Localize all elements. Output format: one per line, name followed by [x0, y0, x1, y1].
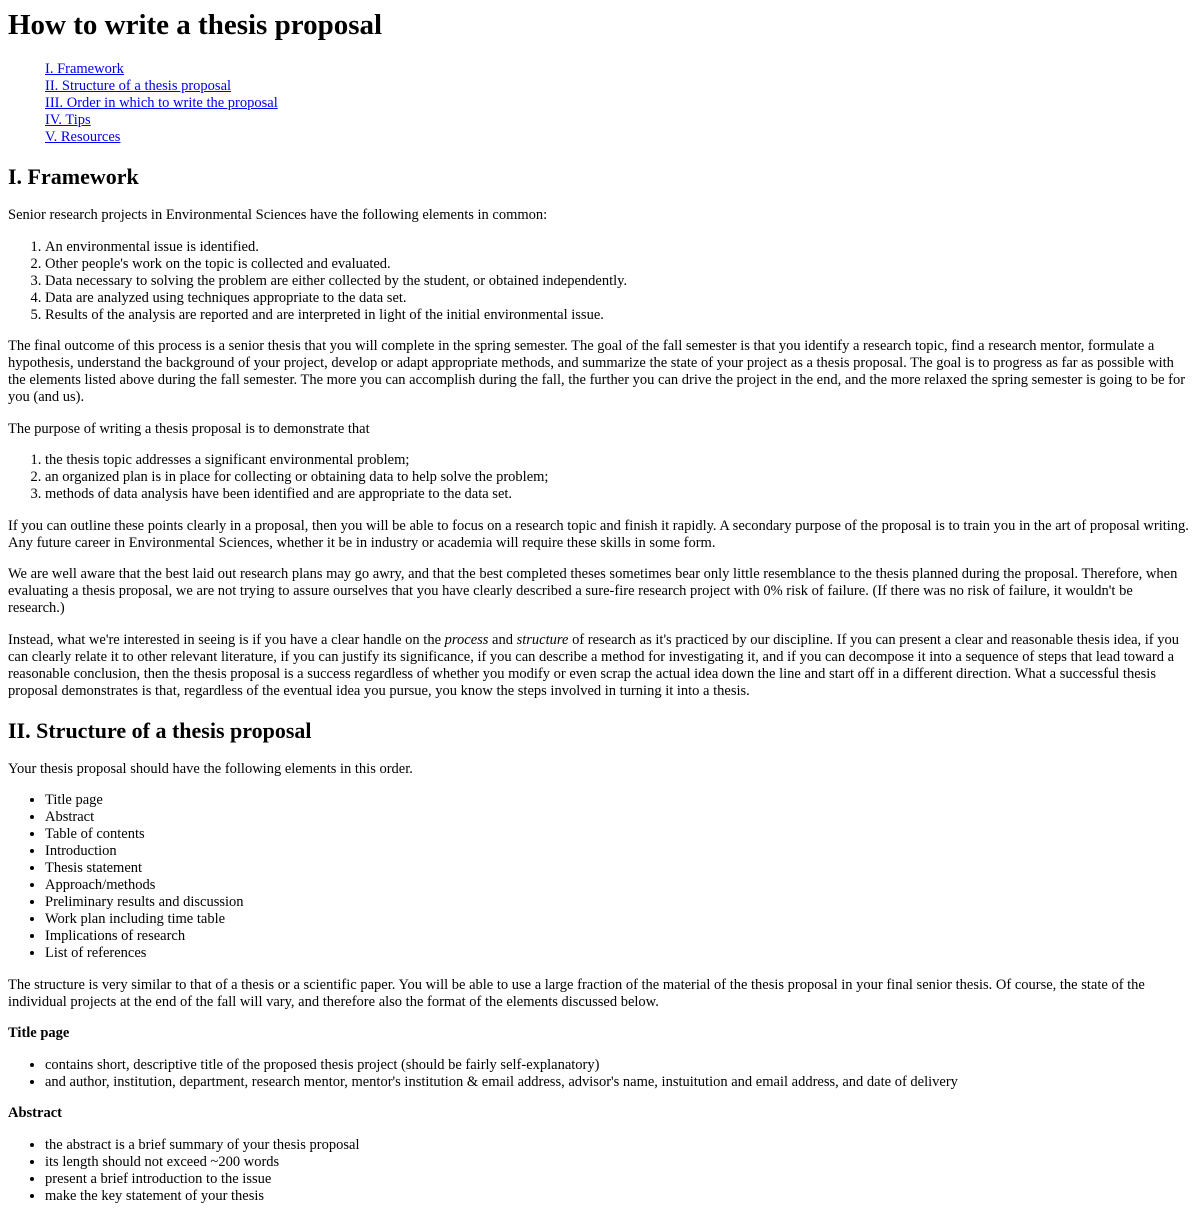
toc-item-order: [45, 95, 1192, 112]
list-item: • contains short, descriptive title of the proposed thesis project (should be fairly self-explanatory): [45, 1057, 1192, 1074]
abstract-list: [8, 1137, 1192, 1205]
structure-intro: Your thesis proposal should have the following elements in this order.: [8, 760, 413, 777]
awry-paragraph: We are well aware that the best laid out research plans may go awry, and that the best completed theses sometimes bear only little resemblance to the thesis planned during the proposal. Therefore, when evaluating a thesis proposal, we are not trying to assure ourselves that you have clearly described a sure-fire research project with 0% risk of failure. (If there was no risk of failure, it wouldn't be research.): [8, 566, 1178, 616]
list-item: 5. Results of the analysis are reported and are interpreted in light of the initial environmental issue.: [45, 307, 1192, 324]
section-heading-structure: II. Structure of a thesis proposal: [8, 717, 312, 743]
list-item: • Preliminary results and discussion: [45, 894, 1192, 911]
list-item: • Approach/methods: [45, 877, 1192, 894]
framework-elements-list: [8, 239, 1192, 324]
list-item: • Implications of research: [45, 928, 1192, 945]
list-item: 3. methods of data analysis have been identified and are appropriate to the data set.: [45, 486, 1192, 503]
instead-text-3: of research as it's practiced by our discipline. If you can present a clear and reasonable thesis idea, if you can clearly relate it to other relevant literature, if you can justify its significance, if you can describe a method for investigating it, and if you can decompose it into a sequence of steps that lead toward a reasonable conclusion, then the thesis proposal is a success regardless of whether you modify or even scrap the actual idea down the line and start off in a different direction. What a successful thesis proposal demonstrates is that, regardless of the eventual idea you pursue, you know the steps involved in turning it into a thesis.: [8, 631, 1180, 699]
process-emphasis: process: [444, 631, 489, 648]
purpose-list: [8, 452, 1192, 503]
list-item: • make the key statement of your thesis: [45, 1188, 1192, 1205]
list-item: • the abstract is a brief summary of your thesis proposal: [45, 1137, 1192, 1154]
list-item: • Thesis statement: [45, 860, 1192, 877]
section-heading-framework: I. Framework: [8, 164, 139, 189]
toc-item-tips: [45, 112, 1192, 129]
list-item: 3. Data necessary to solving the problem are either collected by the student, or obtained independently.: [45, 273, 1192, 290]
list-item: • Work plan including time table: [45, 911, 1192, 928]
toc-link-tips[interactable]: IV. Tips: [45, 112, 91, 128]
list-item: 1. the thesis topic addresses a significant environmental problem;: [45, 452, 1192, 469]
framework-outcome-paragraph: The final outcome of this process is a senior thesis that you will complete in the spring semester. The goal of the fall semester is that you identify a research topic, find a research mentor, formulate a hypothesis, understand the background of your project, develop or adapt appropriate methods, and summarize the state of your project as a thesis proposal. The goal is to progress as far as possible with the elements listed above during the fall semester. The more you can accomplish during the fall, the further you can drive the project in the end, and the more relaxed the spring semester is going to be for you (and us).: [8, 338, 1186, 405]
list-item: 4. Data are analyzed using techniques appropriate to the data set.: [45, 290, 1192, 307]
list-item: 2. an organized plan is in place for collecting or obtaining data to help solve the problem;: [45, 469, 1192, 486]
list-item: 1. An environmental issue is identified.: [45, 239, 1192, 256]
list-item: • Abstract: [45, 809, 1192, 826]
structure-elements-list: [8, 792, 1192, 962]
outline-paragraph: If you can outline these points clearly in a proposal, then you will be able to focus on a research topic and finish it rapidly. A secondary purpose of the proposal is to train you in the art of proposal writing. Any future career in Environmental Sciences, whether it be in industry or academia will require these skills in some form.: [8, 517, 1189, 551]
list-item: 2. Other people's work on the topic is collected and evaluated.: [45, 256, 1192, 273]
instead-text-1: Instead, what we're interested in seeing is if you have a clear handle on the: [8, 631, 445, 648]
page-title: How to write a thesis proposal: [8, 9, 383, 41]
toc-link-framework[interactable]: I. Framework: [45, 61, 124, 77]
structure-note-paragraph: The structure is very similar to that of a thesis or a scientific paper. You will be able to use a large fraction of the material of the thesis proposal in your final senior thesis. Of course, the state of the individual projects at the end of the fall will vary, and therefore also the format of the elements discussed below.: [8, 976, 1145, 1010]
toc-link-order[interactable]: III. Order in which to write the proposal: [45, 95, 278, 111]
title-page-subheading: Title page: [8, 1025, 70, 1041]
toc-link-resources[interactable]: V. Resources: [45, 129, 121, 145]
list-item: • Title page: [45, 792, 1192, 809]
list-item: • Introduction: [45, 843, 1192, 860]
list-item: • its length should not exceed ~200 words: [45, 1154, 1192, 1171]
list-item: • and author, institution, department, research mentor, mentor's institution & email address, advisor's name, instuitution and email address, and date of delivery: [45, 1074, 1192, 1091]
list-item: • List of references: [45, 945, 1192, 962]
instead-paragraph: [8, 632, 1192, 700]
abstract-subheading: Abstract: [8, 1105, 62, 1121]
list-item: • Table of contents: [45, 826, 1192, 843]
framework-intro: Senior research projects in Environmental Sciences have the following elements in common:: [8, 207, 548, 223]
instead-text-2: and: [488, 631, 517, 648]
title-page-list: [8, 1057, 1192, 1091]
list-item: • present a brief introduction to the issue: [45, 1171, 1192, 1188]
toc-link-structure[interactable]: II. Structure of a thesis proposal: [45, 78, 232, 94]
toc-item-structure: [45, 78, 1192, 95]
purpose-intro: The purpose of writing a thesis proposal is to demonstrate that: [8, 420, 370, 437]
structure-emphasis: structure: [516, 631, 569, 648]
document: [0, 8, 1200, 1205]
toc-item-resources: [45, 129, 1192, 146]
table-of-contents: [8, 61, 1192, 146]
toc-item-framework: [45, 61, 1192, 78]
